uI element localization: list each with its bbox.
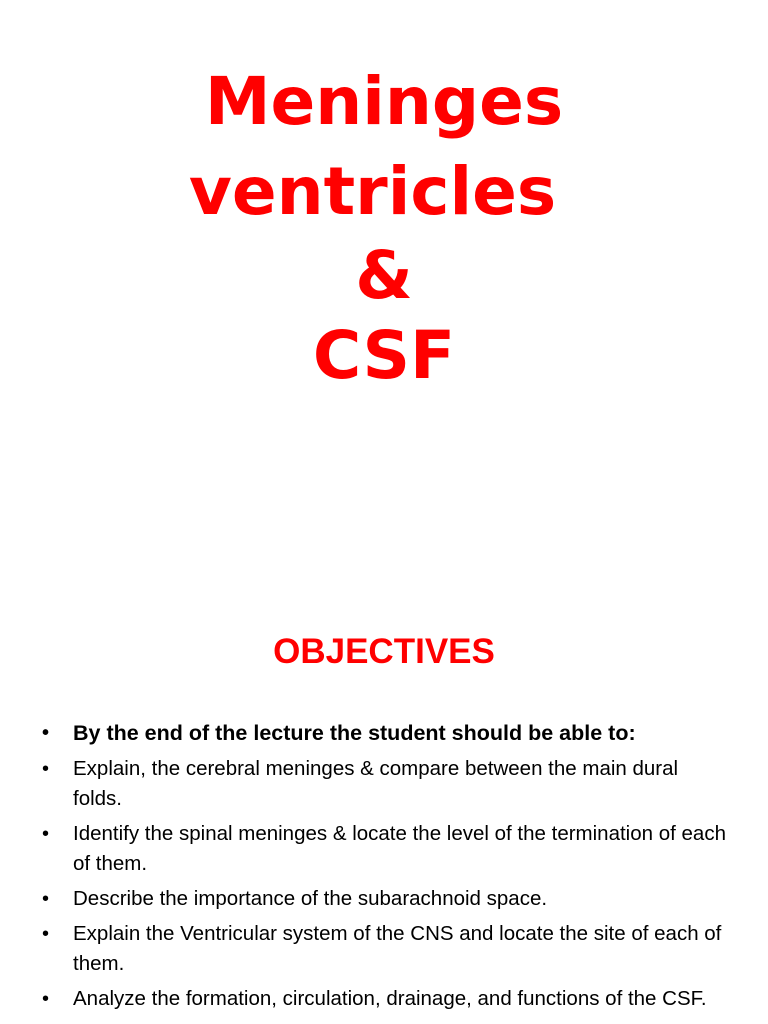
- title-line-meninges: Meninges: [204, 63, 564, 140]
- objective-item-spinal-meninges: [40, 819, 730, 879]
- objective-item-csf: [40, 984, 730, 1014]
- objectives-heading: OBJECTIVES: [273, 632, 495, 671]
- objective-text: Analyze the formation, circulation, drainage, and functions of the CSF.: [73, 987, 707, 1010]
- bullet-icon: •: [42, 823, 50, 845]
- bullet-icon: •: [42, 988, 50, 1010]
- bullet-icon: •: [42, 888, 50, 910]
- objective-text: Explain the Ventricular system of the CNS and locate the site of each of them.: [73, 922, 722, 975]
- objectives-slide: [0, 576, 768, 1024]
- bullet-icon: •: [42, 722, 50, 744]
- bullet-icon: •: [42, 758, 50, 780]
- objective-item-subarachnoid: [40, 884, 730, 914]
- objective-text: Identify the spinal meninges & locate the level of the termination of each of them.: [73, 822, 726, 875]
- objective-text: By the end of the lecture the student should be able to:: [73, 721, 636, 745]
- objectives-list: [40, 718, 730, 1019]
- objective-item-cerebral-meninges: [40, 754, 730, 814]
- title-line-ventricles: ventricles: [188, 153, 580, 230]
- objective-text: Describe the importance of the subarachnoid space.: [73, 887, 548, 910]
- title-line-ampersand: &: [355, 237, 413, 314]
- objective-item-intro: [40, 718, 730, 748]
- title-line-csf: CSF: [312, 317, 456, 394]
- objective-text: Explain, the cerebral meninges & compare between the main dural folds.: [73, 757, 679, 810]
- objective-item-ventricular-system: [40, 919, 730, 979]
- bullet-icon: •: [42, 923, 50, 945]
